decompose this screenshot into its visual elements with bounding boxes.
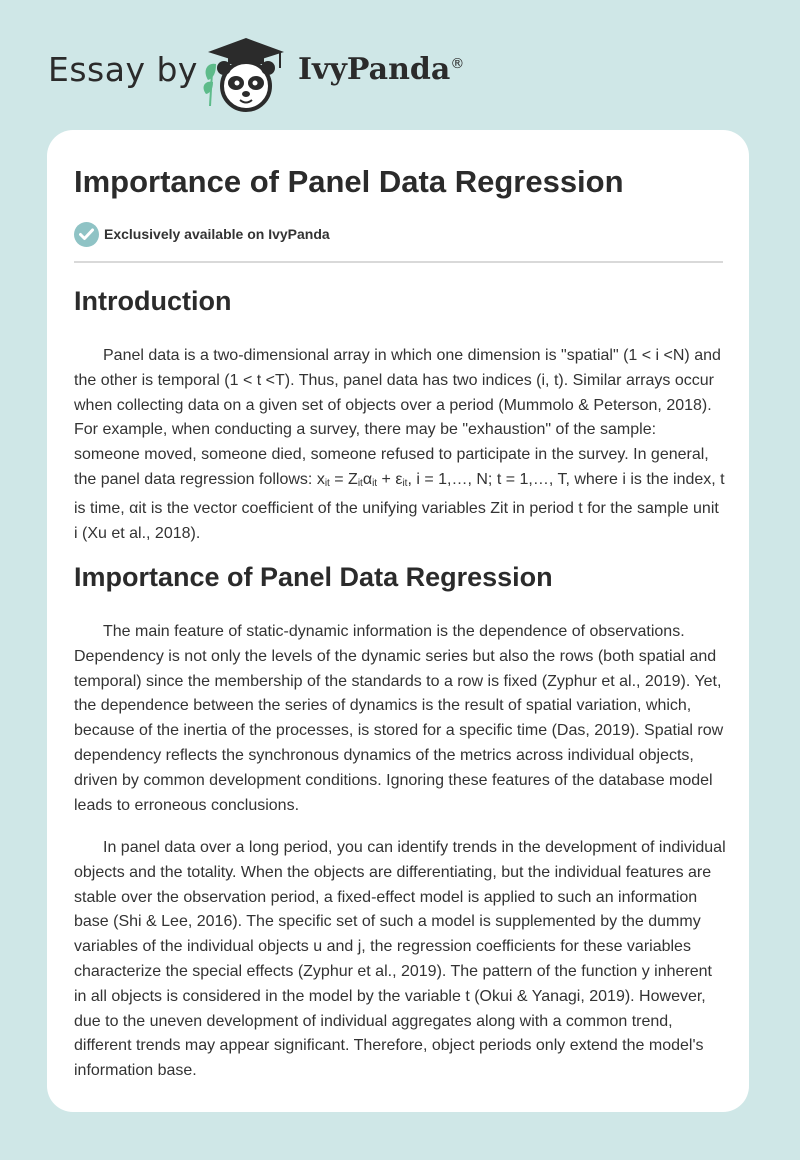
- page-title: Importance of Panel Data Regression: [74, 164, 624, 199]
- site-header: [48, 32, 508, 112]
- importance-paragraph-1: The main feature of static-dynamic information is the dependence of observations. Dependency is not only the levels of the dynamic series but also the rows (both spatial and temporal) since the membership of the standards to a row is fixed (Zyphur et al., 2019). Yet, the dependence between the series of dynamics is the result of spatial variation, which, because of the inertia of the processes, is stored for a specific time (Das, 2019). Spatial row dependency reflects the synchronous dynamics of the metrics across individual objects, driven by common development conditions. Ignoring these features of the database model leads to erroneous conclusions.: [74, 623, 724, 814]
- importance-paragraph-2: In panel data over a long period, you can identify trends in the development of individual objects and the totality. When the objects are differentiating, but the individual features are stable over the observation period, a fixed-effect model is applied to such an information base (Shi & Lee, 2016). The specific set of such a model is supplemented by the dummy variables of the individual objects u and j, the regression coefficients for these variables characterize the special effects (Zyphur et al., 2019). The pattern of the function y inherent in all objects is considered in the model by the variable t (Okui & Yanagi, 2019). However, due to the uneven development of individual aggregates along with a common trend, different trends may appear significant. Therefore, object periods only extend the model's information base.: [74, 839, 726, 1080]
- exclusive-badge-text: Exclusively available on IvyPanda: [104, 226, 330, 242]
- brand-name[interactable]: IvyPanda®: [298, 52, 465, 87]
- panda-graduate-logo-icon[interactable]: [200, 36, 292, 112]
- intro-paragraph: Panel data is a two-dimensional array in which one dimension is "spatial" (1 < i <N) and the other is temporal (1 < t <T). Thus, panel data has two indices (i, t). Similar arrays occur when collecting data on a given set of objects over a period (Mummolo & Peterson, 2018). For example, when conducting a survey, there may be "exhaustion" of the sample: someone moved, someone died, someone refused to participate in the survey. In general, the panel data regression follows: $x_{it} = Z_{it}\alpha_{it} + \varepsilon_{it}$, i = 1,…, N; t = 1,…, T, where i is the index, t is time, αit is the vector coefficient of the unifying variables Zit in period t for the sample unit i (Xu et al., 2018).: [74, 347, 725, 542]
- section-heading-introduction: Introduction: [74, 286, 232, 316]
- check-icon: [74, 222, 99, 247]
- registered-mark: ®: [450, 56, 465, 72]
- divider: [74, 261, 723, 263]
- section-heading-importance: Importance of Panel Data Regression: [74, 562, 553, 592]
- essay-card: [47, 130, 749, 1112]
- essay-by-label: Essay by: [48, 50, 198, 89]
